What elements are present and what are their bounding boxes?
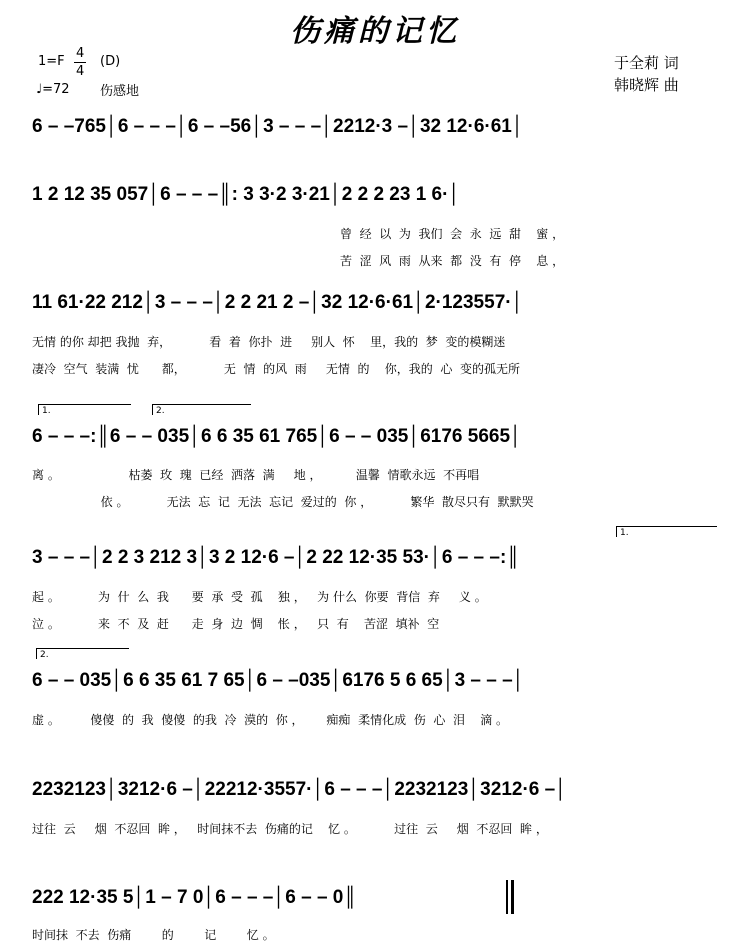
volta-bracket-2b [36, 648, 129, 659]
composer-credit: 韩晓辉 曲 [614, 76, 679, 94]
tempo-marking: ♩=72 [36, 82, 70, 97]
volta-bracket-1b [616, 526, 717, 537]
volta-bracket-2 [152, 404, 251, 415]
lyric-line-4a: 离 。 枯萎 玫 瑰 已经 洒落 满 地 ， 温馨 情歌永远 不再唱 [32, 468, 480, 482]
final-barline-thin [506, 880, 508, 914]
notation-line-8: 222 12·35 5│1 – 7 0│6 – – –│6 – – 0║ [32, 887, 357, 908]
notation-line-3: 11 61·22 212│3 – – –│2 2 21 2 –│32 12·6·61│2·123557·│ [32, 292, 524, 313]
lyric-line-3a: 无情 的你 却把 我抛 弃， 看 着 你扑 进 别人 怀 里，我的 梦 变的模糊迷 [32, 335, 506, 349]
lyric-line-5b: 泣 。 来 不 及 赶 走 身 边 惆 怅 ， 只 有 苦涩 填补 空 [32, 617, 440, 631]
page-title: 伤痛的记忆 [290, 14, 460, 49]
notation-line-1: 6 – –765│6 – – –│6 – –56│3 – – –│2212·3 –│32 12·6·61│ [32, 116, 524, 137]
volta-number-1b: 1. [620, 528, 629, 538]
lyric-line-2b: 苦 涩 风 雨 从来 都 没 有 停 息 ， [340, 254, 565, 268]
meter-divider [74, 62, 86, 63]
final-barline [511, 880, 514, 914]
lyricist-credit: 于全莉 词 [614, 54, 679, 72]
notation-line-6: 6 – – 035│6 6 35 61 7 65│6 – –035│6176 5 6 65│3 – – –│ [32, 670, 525, 691]
key-signature: 1=F [38, 54, 65, 69]
lyric-line-3b: 凄冷 空气 装满 忧 都， 无 情 的风 雨 无情 的 你，我的 心 变的孤无所 [32, 362, 521, 376]
volta-number-2b: 2. [40, 650, 49, 660]
volta-number-1: 1. [42, 406, 51, 416]
lyric-line-4b: 依 。 无法 忘 记 无法 忘记 爱过的 你 ， 繁华 散尽只有 默默哭 [32, 495, 534, 509]
meter-top: 4 [76, 46, 85, 61]
lyric-line-6a: 虚 。 傻傻 的 我 傻傻 的我 冷 漠的 你 ， 痴痴 柔情化成 伤 心 泪 滴 。 [32, 713, 509, 727]
lyric-line-7a: 过往 云 烟 不忍回 眸 ， 时间抹不去 伤痛的记 忆 。 过往 云 烟 不忍回 眸 ， [32, 822, 548, 836]
lyric-line-8a: 时间抹 不去 伤痛 的 记 忆 。 [32, 928, 275, 942]
expression-marking: 伤感地 [100, 84, 140, 99]
notation-line-5: 3 – – –│2 2 3 212 3│3 2 12·6 –│2 22 12·35 53·│6 – – –:║ [32, 547, 520, 568]
volta-number-2: 2. [156, 406, 165, 416]
lyric-line-5a: 起 。 为 什 么 我 要 承 受 孤 独 ， 为 什么 你要 背信 弃 义 。 [32, 590, 487, 604]
notation-line-7: 2232123│3212·6 –│22212·3557·│6 – – –│2232123│3212·6 –│ [32, 779, 568, 800]
volta-bracket-1 [38, 404, 131, 415]
key-note: (D) [100, 54, 121, 69]
meter-bottom: 4 [76, 64, 85, 79]
notation-line-2: 1 2 12 35 057│6 – – –║: 3 3·2 3·21│2 2 2 23 1 6·│ [32, 184, 461, 205]
notation-line-4: 6 – – –:║6 – – 035│6 6 35 61 765│6 – – 035│6176 5665│ [32, 426, 522, 447]
lyric-line-2a: 曾 经 以 为 我们 会 永 远 甜 蜜 ， [340, 227, 565, 241]
